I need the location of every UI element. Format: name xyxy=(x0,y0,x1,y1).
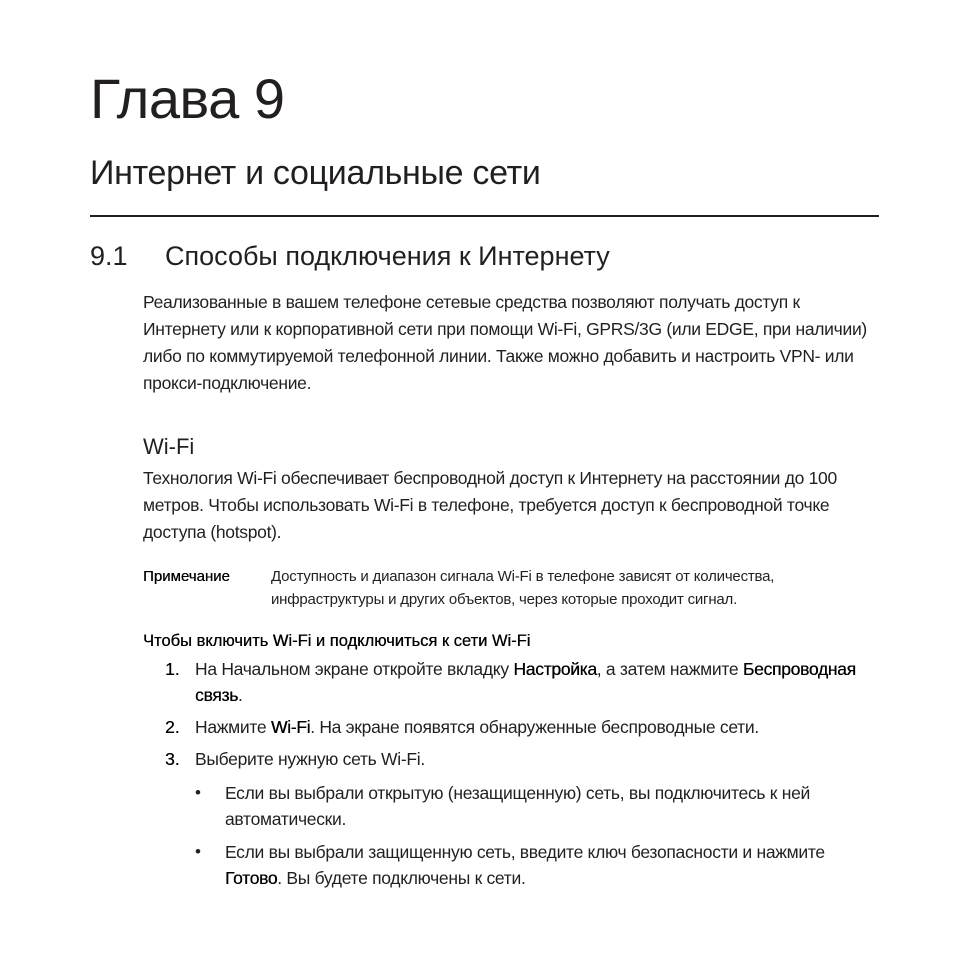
list-item xyxy=(143,780,878,832)
intro-paragraph: Реализованные в вашем телефоне сетевые средства позволяют получать доступ к Интернету или к корпоративной сети при помощи Wi-Fi, GPRS/3G (или EDGE, при наличии) либо по коммутируемой телефонной линии. Также можно добавить и настроить VPN- или прокси-подключение. xyxy=(143,292,867,393)
bullet-icon: • xyxy=(195,783,201,802)
chapter-divider xyxy=(90,215,879,217)
bullet-list xyxy=(143,780,878,891)
list-item xyxy=(143,839,878,891)
step-text-part: Нажмите xyxy=(195,717,271,737)
section-heading xyxy=(90,240,610,272)
step-text-part: , а затем нажмите xyxy=(596,659,743,679)
wifi-heading: Wi-Fi xyxy=(143,434,195,459)
bullet-text xyxy=(225,839,878,891)
ui-term-done: Готово xyxy=(225,868,278,888)
section-title: Способы подключения к Интернету xyxy=(165,241,610,271)
note-text: Доступность и диапазон сигнала Wi-Fi в телефоне зависят от количества, инфраструктуры и других объектов, через которые проходит сигнал. xyxy=(271,568,775,608)
list-item xyxy=(143,714,878,740)
step-number: 3. xyxy=(165,749,180,769)
bullet-icon: • xyxy=(195,842,201,861)
list-item xyxy=(143,746,878,772)
step-text xyxy=(195,714,759,740)
section-number: 9.1 xyxy=(90,241,128,271)
procedure-steps xyxy=(143,656,878,772)
step-text xyxy=(195,656,878,708)
ui-term-settings-tab: Настройка xyxy=(513,659,597,679)
ui-term-wifi: Wi-Fi xyxy=(270,717,311,737)
step-number: 2. xyxy=(165,717,180,737)
note-block xyxy=(143,565,878,611)
list-item xyxy=(143,656,878,708)
chapter-title: Глава 9 xyxy=(90,67,285,130)
section-content xyxy=(143,289,878,898)
bullet-text: Если вы выбрали открытую (незащищенную) сеть, вы подключитесь к ней автоматически. xyxy=(225,783,811,829)
step-text-part: . xyxy=(237,685,243,705)
step-text-part: На Начальном экране откройте вкладку xyxy=(195,659,514,679)
step-text: Выберите нужную сеть Wi-Fi. xyxy=(195,749,425,769)
procedure-heading: Чтобы включить Wi-Fi и подключиться к сети Wi-Fi xyxy=(143,632,531,650)
chapter-subtitle: Интернет и социальные сети xyxy=(90,154,541,192)
note-label: Примечание xyxy=(143,568,230,585)
bullet-text-part: . Вы будете подключены к сети. xyxy=(277,868,526,888)
step-text-part: . На экране появятся обнаруженные беспроводные сети. xyxy=(310,717,759,737)
wifi-paragraph: Технология Wi-Fi обеспечивает беспроводной доступ к Интернету на расстоянии до 100 метров. Чтобы использовать Wi-Fi в телефоне, требуется доступ к беспроводной точке доступа (hotspot). xyxy=(143,468,837,542)
ui-term-wireless: Беспроводная связь xyxy=(195,659,856,705)
step-number: 1. xyxy=(165,659,180,679)
bullet-text-part: Если вы выбрали защищенную сеть, введите ключ безопасности и нажмите xyxy=(225,842,825,862)
